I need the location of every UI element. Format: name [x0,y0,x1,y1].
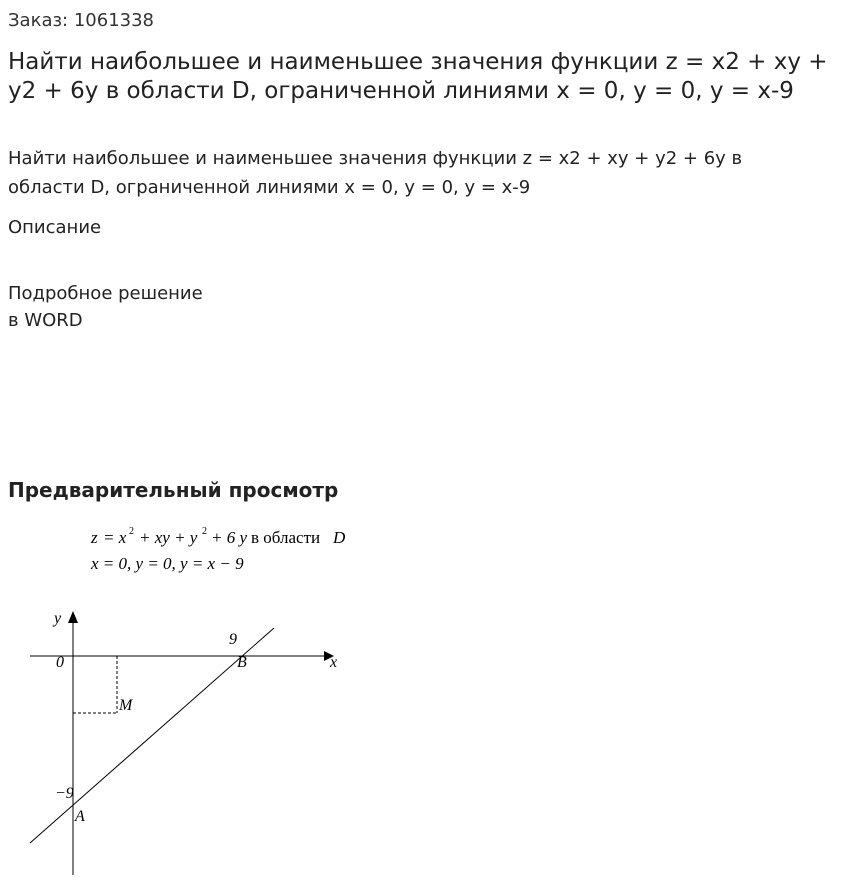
description-line: в WORD [8,310,83,331]
formula-line-2: x = 0, y = 0, y = x − 9 [91,554,244,573]
description-line: Подробное решение [8,283,203,304]
order-number: 1061338 [73,10,155,31]
formula-line-1 [90,526,346,547]
description-heading: Описание [8,217,102,238]
point-a-label: A [75,808,85,825]
formula-z: z [91,528,98,547]
coordinate-graph [30,611,334,875]
x-intercept-label: 9 [229,631,237,648]
x-axis-label: x [330,654,338,671]
formula-tail: + 6 y [211,528,248,547]
task-text: Найти наибольшее и наименьшее значения функции z = x2 + xy + y2 + 6y в области D, ограниченной линиями x = 0, y = 0, y = x-9 [8,148,743,198]
page-title: Найти наибольшее и наименьшее значения функции z = x2 + xy + y2 + 6y в области D, ограниченной линиями x = 0, y = 0, y = x-9 [8,49,828,104]
point-b-label: B [237,654,247,671]
origin-label: 0 [56,654,64,671]
point-m-label: M [119,697,133,714]
order-line [8,10,154,32]
formula-sup-1: 2 [129,526,134,537]
y-intercept-label: −9 [55,785,74,802]
y-axis-label: y [54,610,62,627]
formula-text: в области [251,528,321,547]
preview-heading: Предварительный просмотр [8,478,339,502]
formula-eq-x: = x [103,528,127,547]
formula-sup-2: 2 [202,526,207,537]
formula-d: D [333,528,346,547]
y-axis-arrow-icon [68,611,78,623]
formula-mid: + xy + y [139,528,198,547]
order-label: Заказ: [8,10,69,31]
description-body [8,280,203,334]
preview-image [0,515,420,882]
